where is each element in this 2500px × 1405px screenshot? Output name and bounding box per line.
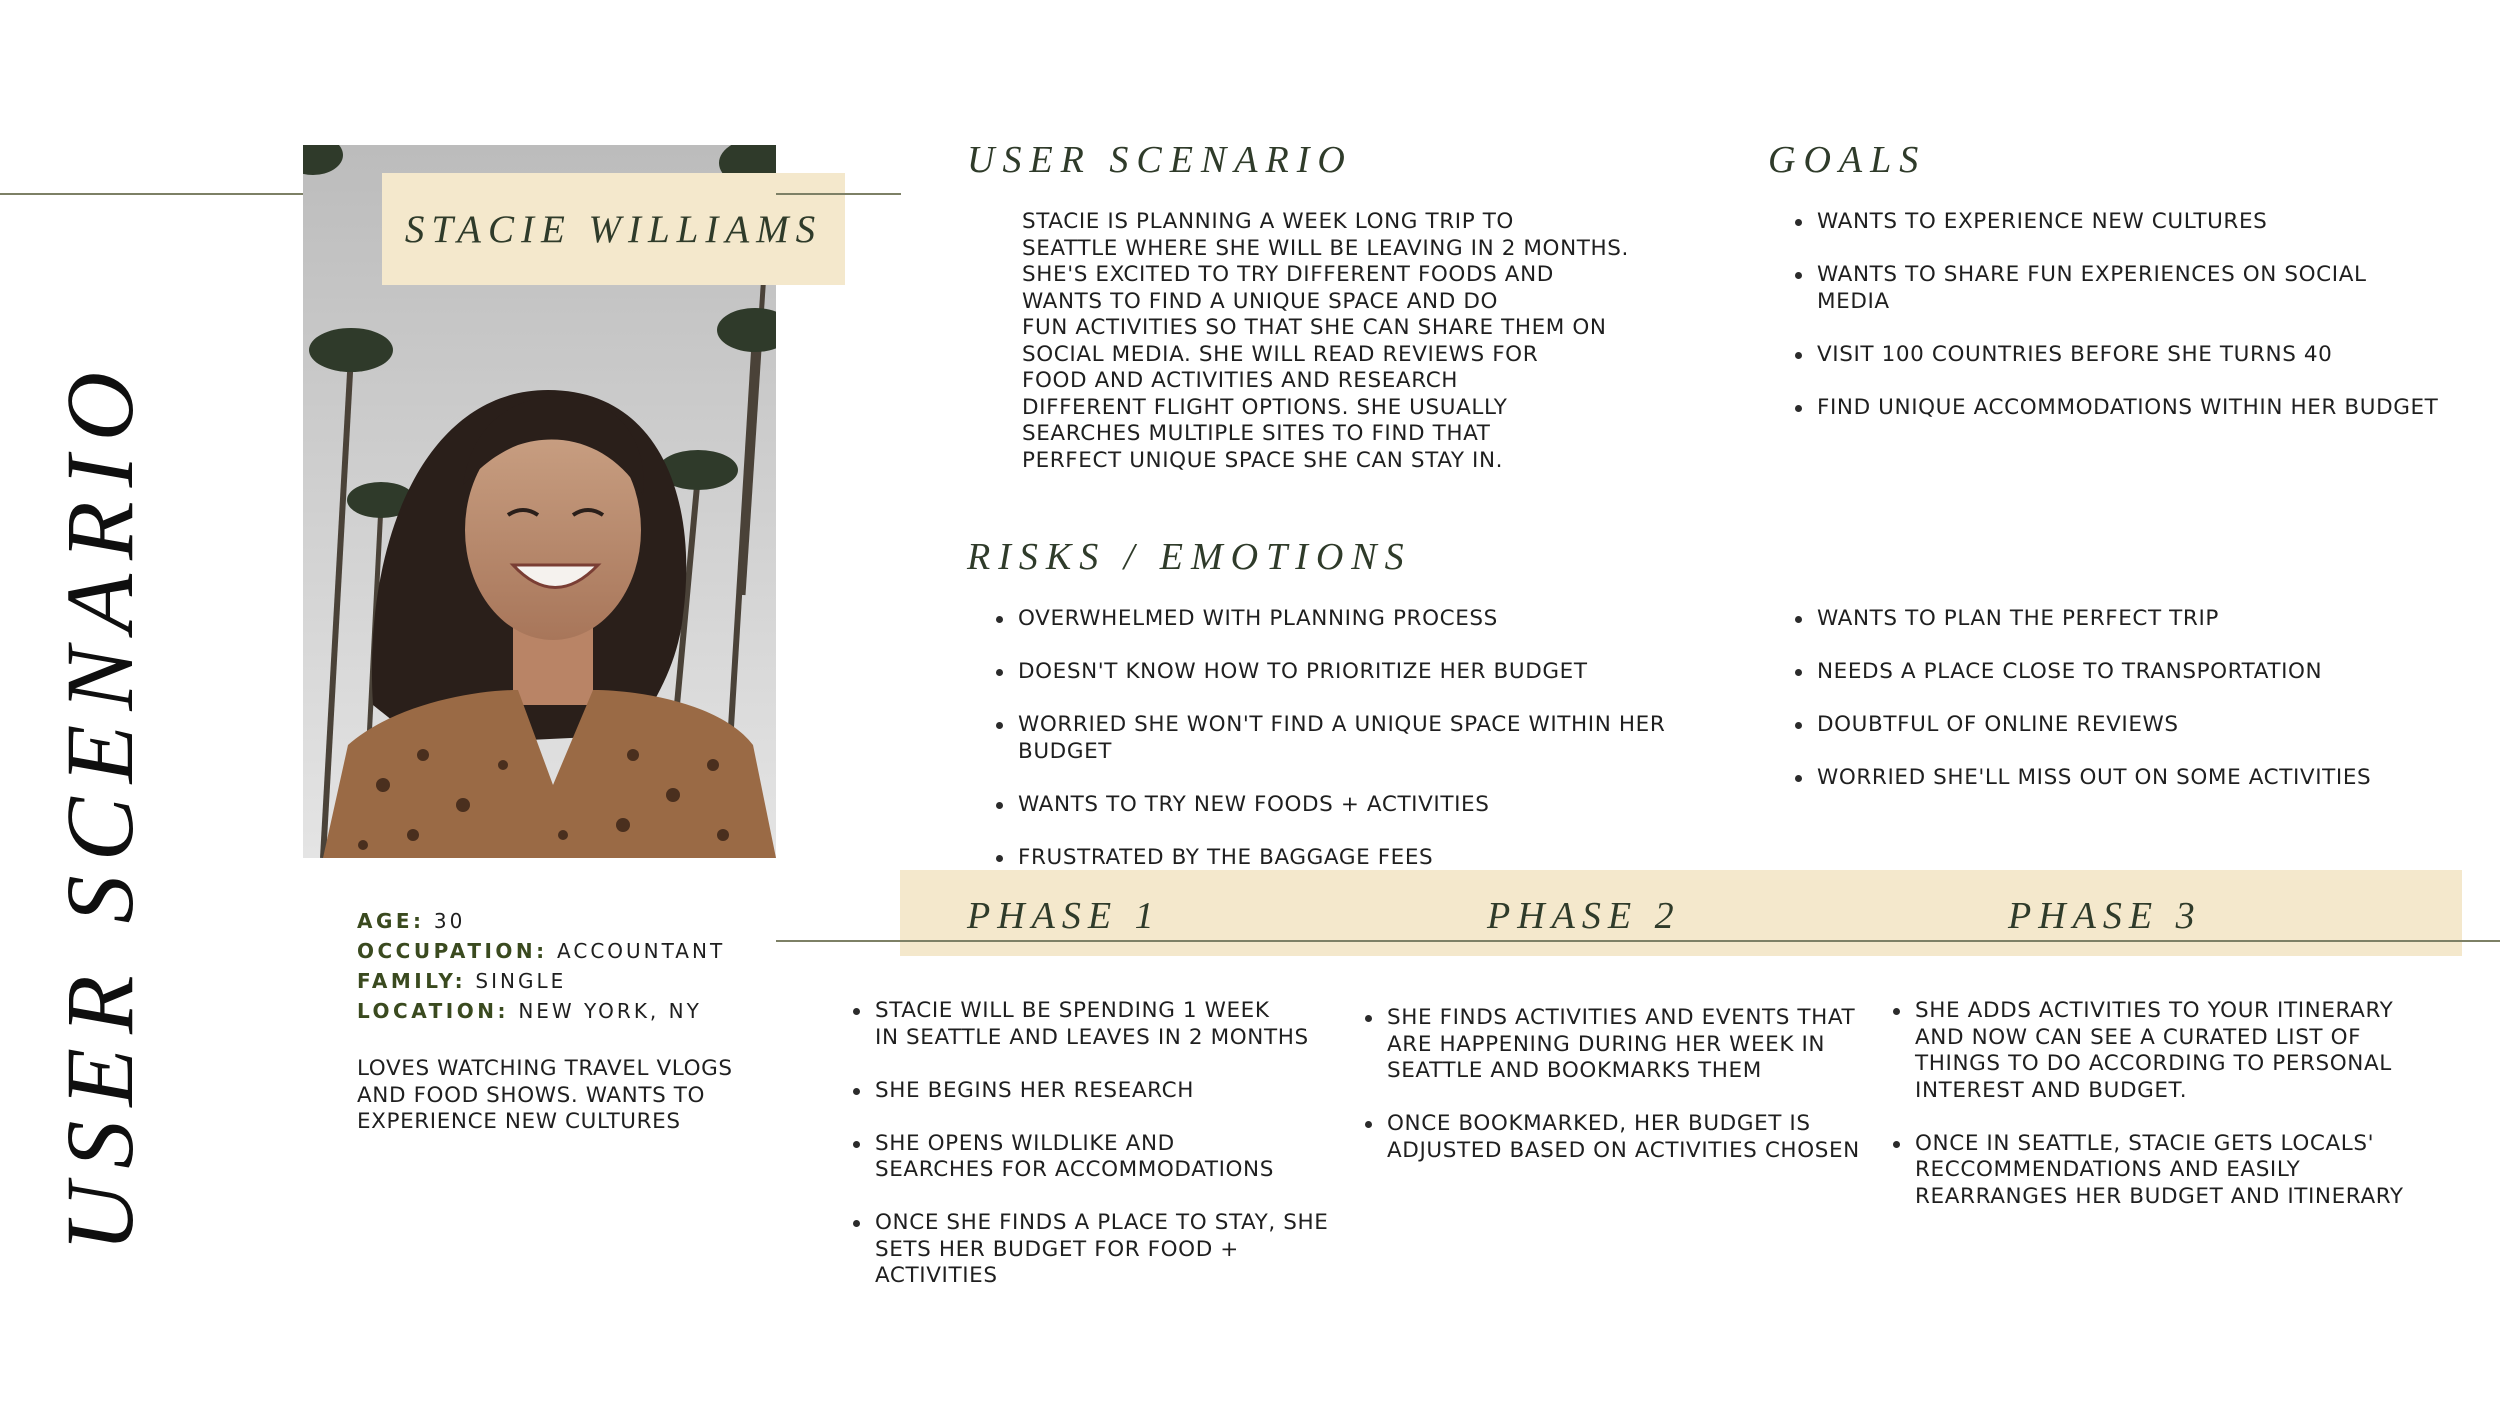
risk-item: FRUSTRATED BY THE BAGGAGE FEES [996,845,1756,872]
phase-1-item: SHE OPENS WILDLIKE AND SEARCHES FOR ACCOMMODATIONS [853,1131,1353,1184]
divider-top-left [0,193,303,195]
phase-1-item: SHE BEGINS HER RESEARCH [853,1078,1353,1105]
phase-3-list [1893,998,2453,1210]
fact-age-label: AGE: [357,909,425,933]
phase-2-list [1365,1005,1885,1164]
risk-item: WANTS TO PLAN THE PERFECT TRIP [1795,606,2445,633]
fact-age [357,906,725,936]
risk-item: WORRIED SHE WON'T FIND A UNIQUE SPACE WITHIN HER BUDGET [996,712,1756,765]
fact-occupation [357,936,725,966]
risk-item: WORRIED SHE'LL MISS OUT ON SOME ACTIVITIES [1795,765,2445,792]
goal-item: FIND UNIQUE ACCOMMODATIONS WITHIN HER BUDGET [1795,395,2445,422]
phase-1-title: PHASE 1 [967,895,1161,937]
goals-heading: GOALS [1768,139,1927,181]
risks-heading: RISKS / EMOTIONS [967,536,1412,578]
fact-location [357,996,725,1026]
goal-item: VISIT 100 COUNTRIES BEFORE SHE TURNS 40 [1795,342,2445,369]
risk-item: NEEDS A PLACE CLOSE TO TRANSPORTATION [1795,659,2445,686]
phase-1-item: ONCE SHE FINDS A PLACE TO STAY, SHE SETS HER BUDGET FOR FOOD + ACTIVITIES [853,1210,1353,1290]
fact-family [357,966,725,996]
fact-family-label: FAMILY: [357,969,467,993]
goal-item: WANTS TO EXPERIENCE NEW CULTURES [1795,209,2445,236]
phase-divider [776,940,2500,942]
risk-item: DOESN'T KNOW HOW TO PRIORITIZE HER BUDGET [996,659,1756,686]
goal-item: WANTS TO SHARE FUN EXPERIENCES ON SOCIAL MEDIA [1795,262,2445,315]
phase-2-title: PHASE 2 [1487,895,1681,937]
phase-1-list [853,998,1353,1290]
fact-occupation-value: ACCOUNTANT [557,939,726,963]
phase-2-item: ONCE BOOKMARKED, HER BUDGET IS ADJUSTED BASED ON ACTIVITIES CHOSEN [1365,1111,1885,1164]
phase-1-item: STACIE WILL BE SPENDING 1 WEEK IN SEATTLE AND LEAVES IN 2 MONTHS [853,998,1353,1051]
persona-facts [357,906,725,1026]
fact-age-value: 30 [433,909,466,933]
fact-occupation-label: OCCUPATION: [357,939,548,963]
vertical-page-title: USER SCENARIO [46,358,153,1252]
phase-3-item: SHE ADDS ACTIVITIES TO YOUR ITINERARY AND NOW CAN SEE A CURATED LIST OF THINGS TO DO ACCORDING TO PERSONAL INTEREST AND BUDGET. [1893,998,2453,1104]
scenario-text: STACIE IS PLANNING A WEEK LONG TRIP TO SEATTLE WHERE SHE WILL BE LEAVING IN 2 MONTHS. SHE'S EXCITED TO TRY DIFFERENT FOODS AND WANTS TO FIND A UNIQUE SPACE AND DO FUN ACTIVITIES SO THAT SHE CAN SHARE THEM ON SOCIAL MEDIA. SHE WILL READ REVIEWS FOR FOOD AND ACTIVITIES AND RESEARCH DIFFERENT FLIGHT OPTIONS. SHE USUALLY SEARCHES MULTIPLE SITES TO FIND THAT PERFECT UNIQUE SPACE SHE CAN STAY IN. [1022,209,1629,473]
risk-item: DOUBTFUL OF ONLINE REVIEWS [1795,712,2445,739]
phase-3-title: PHASE 3 [2008,895,2202,937]
risks-list-left [996,606,1756,871]
persona-bio: LOVES WATCHING TRAVEL VLOGS AND FOOD SHOWS. WANTS TO EXPERIENCE NEW CULTURES [357,1056,733,1134]
goals-list [1795,209,2445,421]
fact-family-value: SINGLE [475,969,567,993]
scenario-heading: USER SCENARIO [967,139,1353,181]
risk-item: OVERWHELMED WITH PLANNING PROCESS [996,606,1756,633]
divider-top-right [776,193,901,195]
fact-location-value: NEW YORK, NY [518,999,702,1023]
persona-name-box [382,173,845,285]
persona-name: STACIE WILLIAMS [404,207,823,251]
phase-2-item: SHE FINDS ACTIVITIES AND EVENTS THAT ARE HAPPENING DURING HER WEEK IN SEATTLE AND BOOKMARKS THEM [1365,1005,1885,1085]
risks-list-right [1795,606,2445,792]
risk-item: WANTS TO TRY NEW FOODS + ACTIVITIES [996,792,1756,819]
fact-location-label: LOCATION: [357,999,509,1023]
phase-3-item: ONCE IN SEATTLE, STACIE GETS LOCALS' RECCOMMENDATIONS AND EASILY REARRANGES HER BUDGET AND ITINERARY [1893,1131,2453,1211]
